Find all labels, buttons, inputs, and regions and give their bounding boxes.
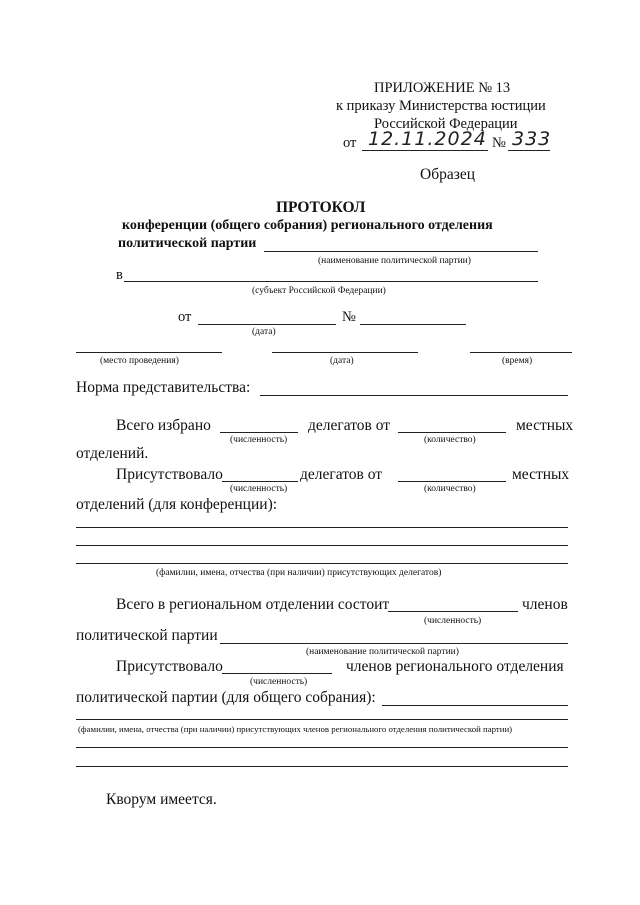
members-list-caption: (фамилии, имена, отчества (при наличии) присутствующих членов регионального отделения политической партии) xyxy=(78,724,513,734)
order-number-handwritten: 333 xyxy=(512,128,552,150)
present-delegates-from: делегатов от xyxy=(300,466,383,483)
date2-caption: (дата) xyxy=(330,356,354,366)
present-members-tail: членов регионального отделения xyxy=(346,658,564,675)
party-name-caption: (наименование политической партии) xyxy=(318,256,471,266)
delegates-list-line-2 xyxy=(76,545,568,546)
order-line-2: Российской Федерации xyxy=(374,116,518,132)
members-party-label: политической партии xyxy=(76,627,218,644)
elected-quantity-caption: (количество) xyxy=(424,435,476,445)
time-caption: (время) xyxy=(502,356,533,366)
present-members-count-line xyxy=(222,673,332,674)
members-count-caption: (численность) xyxy=(424,616,482,626)
delegates-list-line-1 xyxy=(76,527,568,528)
members-list-line-1 xyxy=(76,719,568,720)
present-members-count-caption: (численность) xyxy=(250,677,308,687)
present-members-label: Присутствовало xyxy=(116,658,223,675)
members-list-line-3 xyxy=(76,766,568,767)
protocol-subtitle-1: конференции (общего собрания) регионального отделения xyxy=(122,218,493,233)
elected-branches: отделений. xyxy=(76,445,149,462)
elected-delegates-from: делегатов от xyxy=(308,417,391,434)
present-label: Присутствовало xyxy=(116,466,223,483)
date-caption: (дата) xyxy=(252,327,276,337)
order-from-label: от xyxy=(343,135,357,151)
elected-label: Всего избрано xyxy=(116,417,211,434)
order-date-handwritten: 12.11.2024 xyxy=(368,128,487,150)
present-count-caption: (численность) xyxy=(230,484,288,494)
present-members-party-underline xyxy=(382,705,568,706)
number-line xyxy=(360,324,466,325)
date-from-label: от xyxy=(178,309,192,325)
time-line xyxy=(470,352,572,353)
date-line xyxy=(198,324,336,325)
subject-line xyxy=(124,281,538,282)
elected-count-caption: (численность) xyxy=(230,435,288,445)
quorum-text: Кворум имеется. xyxy=(106,791,217,808)
present-quantity-caption: (количество) xyxy=(424,484,476,494)
elected-quantity-line xyxy=(398,432,506,433)
members-count-line xyxy=(388,611,518,612)
present-quantity-line xyxy=(398,481,506,482)
place-caption: (место проведения) xyxy=(100,356,179,366)
protocol-subtitle-2: политической партии xyxy=(118,236,257,251)
appendix-number: ПРИЛОЖЕНИЕ № 13 xyxy=(374,80,511,96)
order-number-label: № xyxy=(492,135,506,151)
order-number-line xyxy=(508,150,550,151)
members-party-line xyxy=(220,643,568,644)
present-local: местных xyxy=(512,466,570,483)
elected-local: местных xyxy=(516,417,574,434)
number-label: № xyxy=(342,309,356,325)
present-members-party-line: политической партии (для общего собрания): xyxy=(76,689,376,706)
representation-label: Норма представительства: xyxy=(76,379,251,396)
subject-caption: (субъект Российской Федерации) xyxy=(252,286,386,296)
sample-label: Образец xyxy=(420,166,476,183)
order-date-line xyxy=(362,150,488,151)
date2-line xyxy=(272,352,418,353)
order-line-1: к приказу Министерства юстиции xyxy=(336,98,546,114)
present-count-line xyxy=(222,481,298,482)
protocol-title: ПРОТОКОЛ xyxy=(276,199,366,216)
members-label: Всего в региональном отделении состоит xyxy=(116,596,390,613)
party-name-line xyxy=(264,251,538,252)
members-word: членов xyxy=(522,596,568,613)
elected-count-line xyxy=(220,432,298,433)
in-label: в xyxy=(116,267,123,283)
present-branches: отделений (для конференции): xyxy=(76,496,278,513)
place-line xyxy=(76,352,222,353)
delegates-list-line-3 xyxy=(76,563,568,564)
delegates-list-caption: (фамилии, имена, отчества (при наличии) присутствующих делегатов) xyxy=(156,568,442,578)
members-party-caption: (наименование политической партии) xyxy=(306,647,459,657)
members-list-line-2 xyxy=(76,747,568,748)
representation-line xyxy=(260,395,568,396)
